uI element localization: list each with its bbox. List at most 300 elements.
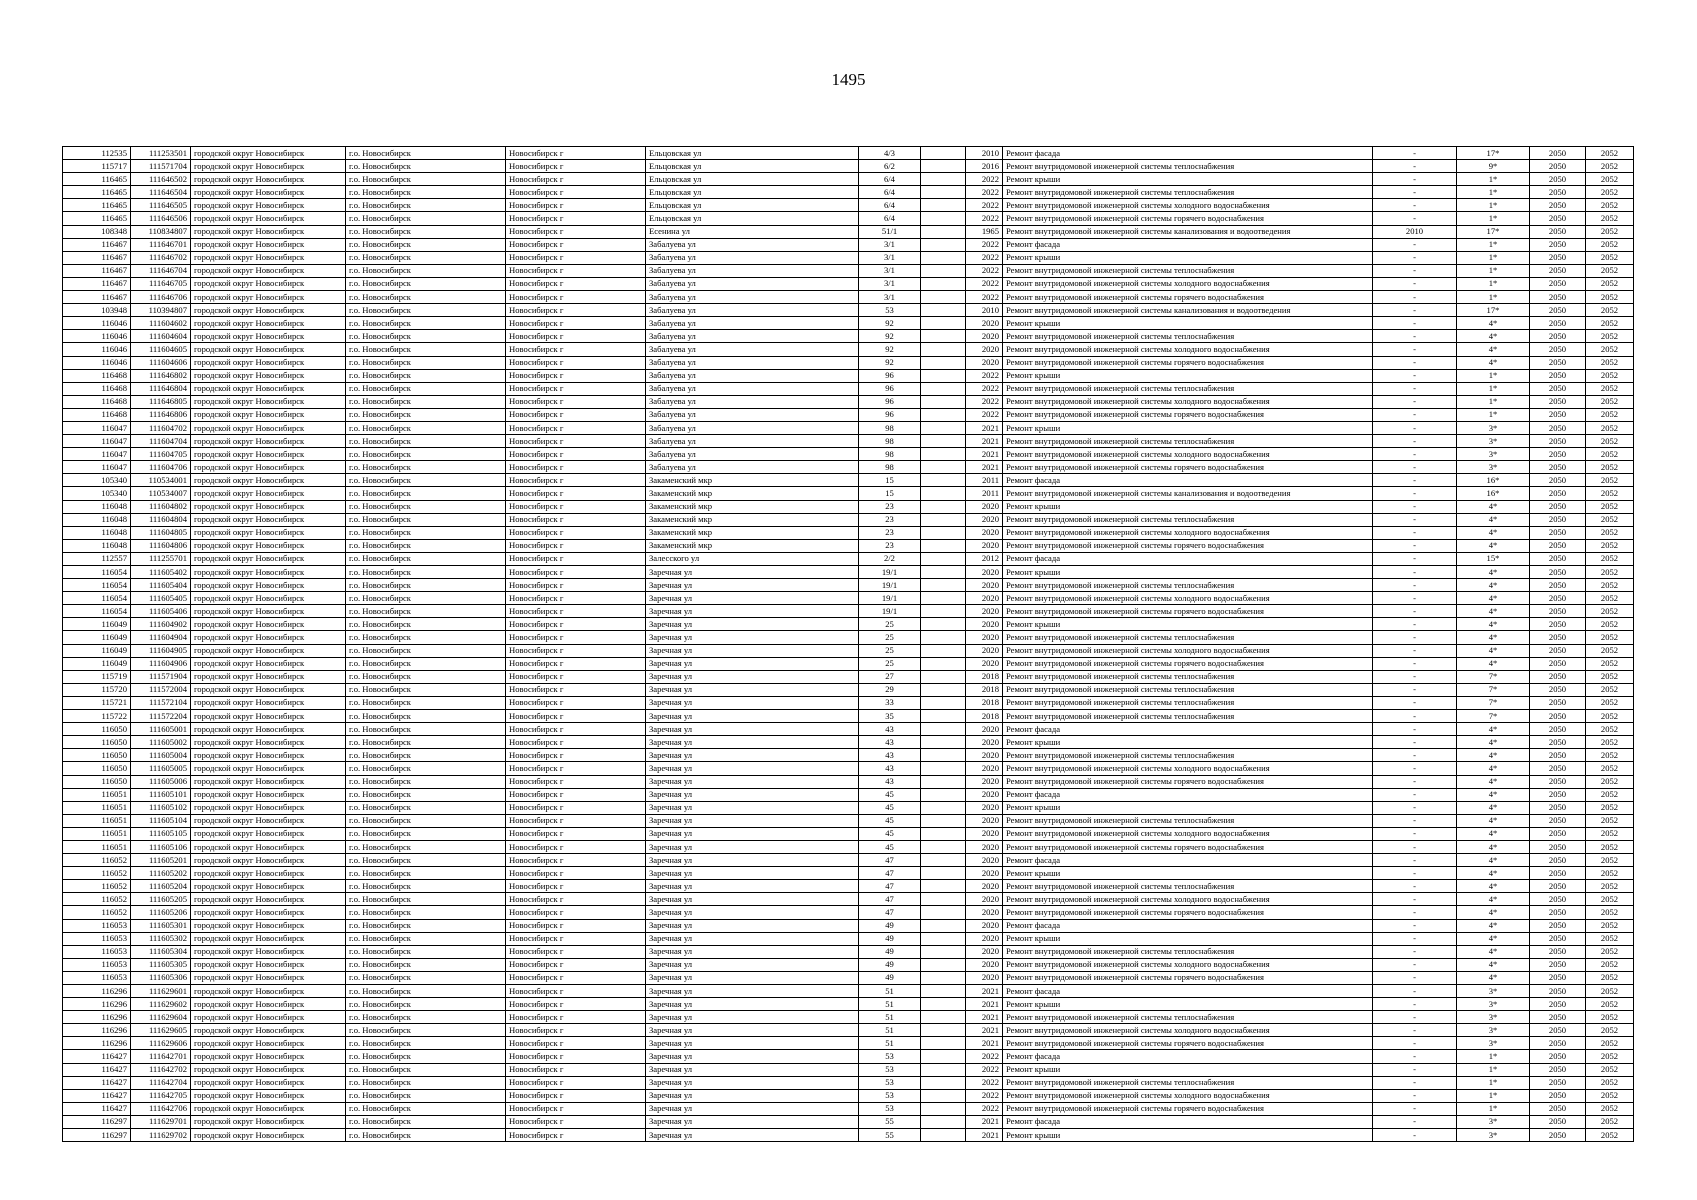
planned-period-cell: 4* [1457,958,1530,971]
last-repair-year-cell: - [1373,487,1457,500]
street-cell: Заречная ул [646,919,859,932]
planned-period-cell: 1* [1457,212,1530,225]
house-number-cell: 92 [859,330,921,343]
settlement-cell: Новосибирск г [506,893,646,906]
table-row [63,147,1634,160]
house-id-cell: 116050 [63,749,131,762]
planned-period-cell: 4* [1457,644,1530,657]
work-type-cell: Ремонт внутридомовой инженерной системы холодного водоснабжения [1003,199,1373,212]
work-id-cell: 111605106 [131,840,191,853]
house-number-cell: 98 [859,421,921,434]
municipality-cell: городской округ Новосибирск [191,618,346,631]
planned-period-cell: 4* [1457,343,1530,356]
building-cell [921,985,966,998]
plan-year-start-cell: 2050 [1530,408,1586,421]
municipal-district-cell: г.о. Новосибирск [346,421,506,434]
plan-year-start-cell: 2050 [1530,461,1586,474]
building-cell [921,683,966,696]
settlement-cell: Новосибирск г [506,592,646,605]
plan-year-end-cell: 2052 [1586,291,1634,304]
house-number-cell: 15 [859,474,921,487]
house-number-cell: 23 [859,539,921,552]
table-row [63,526,1634,539]
building-cell [921,277,966,290]
building-cell [921,160,966,173]
last-repair-year-cell: - [1373,1024,1457,1037]
table-row [63,330,1634,343]
work-id-cell: 111646704 [131,264,191,277]
plan-year-end-cell: 2052 [1586,369,1634,382]
municipality-cell: городской округ Новосибирск [191,827,346,840]
municipality-cell: городской округ Новосибирск [191,1076,346,1089]
settlement-cell: Новосибирск г [506,998,646,1011]
building-cell [921,421,966,434]
commission-year-cell: 2020 [966,644,1003,657]
plan-year-end-cell: 2052 [1586,710,1634,723]
commission-year-cell: 2020 [966,840,1003,853]
building-cell [921,238,966,251]
municipal-district-cell: г.о. Новосибирск [346,526,506,539]
street-cell: Ельцовская ул [646,199,859,212]
municipal-district-cell: г.о. Новосибирск [346,330,506,343]
municipality-cell: городской округ Новосибирск [191,343,346,356]
settlement-cell: Новосибирск г [506,382,646,395]
house-id-cell: 116048 [63,513,131,526]
municipal-district-cell: г.о. Новосибирск [346,277,506,290]
building-cell [921,710,966,723]
settlement-cell: Новосибирск г [506,147,646,160]
plan-year-start-cell: 2050 [1530,958,1586,971]
commission-year-cell: 2022 [966,291,1003,304]
building-cell [921,1089,966,1102]
street-cell: Заречная ул [646,840,859,853]
commission-year-cell: 2020 [966,775,1003,788]
building-cell [921,814,966,827]
plan-year-start-cell: 2050 [1530,369,1586,382]
plan-year-start-cell: 2050 [1530,566,1586,579]
house-id-cell: 116465 [63,186,131,199]
commission-year-cell: 2022 [966,173,1003,186]
commission-year-cell: 2022 [966,1050,1003,1063]
settlement-cell: Новосибирск г [506,474,646,487]
work-id-cell: 111605405 [131,592,191,605]
commission-year-cell: 2020 [966,854,1003,867]
municipal-district-cell: г.о. Новосибирск [346,291,506,304]
house-id-cell: 116468 [63,395,131,408]
planned-period-cell: 4* [1457,840,1530,853]
municipality-cell: городской округ Новосибирск [191,579,346,592]
building-cell [921,343,966,356]
work-type-cell: Ремонт внутридомовой инженерной системы теплоснабжения [1003,880,1373,893]
municipal-district-cell: г.о. Новосибирск [346,147,506,160]
municipal-district-cell: г.о. Новосибирск [346,552,506,565]
house-number-cell: 49 [859,971,921,984]
street-cell: Заречная ул [646,749,859,762]
house-number-cell: 33 [859,696,921,709]
municipality-cell: городской округ Новосибирск [191,330,346,343]
settlement-cell: Новосибирск г [506,670,646,683]
house-id-cell: 116427 [63,1102,131,1115]
street-cell: Заречная ул [646,566,859,579]
commission-year-cell: 2011 [966,474,1003,487]
building-cell [921,448,966,461]
table-row [63,1011,1634,1024]
commission-year-cell: 2020 [966,880,1003,893]
work-type-cell: Ремонт фасада [1003,854,1373,867]
street-cell: Заречная ул [646,657,859,670]
municipal-district-cell: г.о. Новосибирск [346,985,506,998]
plan-year-start-cell: 2050 [1530,186,1586,199]
work-id-cell: 111605205 [131,893,191,906]
work-id-cell: 111605306 [131,971,191,984]
last-repair-year-cell: - [1373,592,1457,605]
municipality-cell: городской округ Новосибирск [191,788,346,801]
house-number-cell: 43 [859,762,921,775]
municipality-cell: городской округ Новосибирск [191,854,346,867]
table-row [63,513,1634,526]
street-cell: Заречная ул [646,893,859,906]
house-id-cell: 116049 [63,631,131,644]
municipality-cell: городской округ Новосибирск [191,1089,346,1102]
table-row [63,1089,1634,1102]
plan-year-start-cell: 2050 [1530,775,1586,788]
work-type-cell: Ремонт крыши [1003,736,1373,749]
work-id-cell: 111646706 [131,291,191,304]
planned-period-cell: 3* [1457,998,1530,1011]
table-row [63,579,1634,592]
commission-year-cell: 2016 [966,160,1003,173]
plan-year-start-cell: 2050 [1530,788,1586,801]
building-cell [921,356,966,369]
planned-period-cell: 3* [1457,1024,1530,1037]
work-id-cell: 111646505 [131,199,191,212]
house-number-cell: 23 [859,526,921,539]
commission-year-cell: 2020 [966,500,1003,513]
work-type-cell: Ремонт внутридомовой инженерной системы холодного водоснабжения [1003,1089,1373,1102]
planned-period-cell: 4* [1457,762,1530,775]
table-row [63,998,1634,1011]
last-repair-year-cell: - [1373,539,1457,552]
municipal-district-cell: г.о. Новосибирск [346,461,506,474]
work-id-cell: 111605204 [131,880,191,893]
planned-period-cell: 4* [1457,592,1530,605]
commission-year-cell: 2020 [966,971,1003,984]
house-id-cell: 116467 [63,291,131,304]
plan-year-start-cell: 2050 [1530,277,1586,290]
work-type-cell: Ремонт фасада [1003,147,1373,160]
last-repair-year-cell: - [1373,382,1457,395]
table-row [63,448,1634,461]
settlement-cell: Новосибирск г [506,1024,646,1037]
municipal-district-cell: г.о. Новосибирск [346,408,506,421]
house-number-cell: 47 [859,880,921,893]
settlement-cell: Новосибирск г [506,749,646,762]
table-row [63,670,1634,683]
settlement-cell: Новосибирск г [506,932,646,945]
municipal-district-cell: г.о. Новосибирск [346,1129,506,1142]
work-type-cell: Ремонт внутридомовой инженерной системы холодного водоснабжения [1003,592,1373,605]
municipal-district-cell: г.о. Новосибирск [346,251,506,264]
plan-year-end-cell: 2052 [1586,736,1634,749]
street-cell: Забалуева ул [646,461,859,474]
commission-year-cell: 2020 [966,513,1003,526]
municipality-cell: городской округ Новосибирск [191,592,346,605]
municipality-cell: городской округ Новосибирск [191,749,346,762]
house-id-cell: 116050 [63,775,131,788]
building-cell [921,736,966,749]
plan-year-end-cell: 2052 [1586,788,1634,801]
plan-year-end-cell: 2052 [1586,395,1634,408]
plan-year-start-cell: 2050 [1530,710,1586,723]
table-row [63,592,1634,605]
building-cell [921,1129,966,1142]
planned-period-cell: 4* [1457,854,1530,867]
commission-year-cell: 2020 [966,827,1003,840]
municipal-district-cell: г.о. Новосибирск [346,945,506,958]
municipal-district-cell: г.о. Новосибирск [346,1089,506,1102]
building-cell [921,919,966,932]
last-repair-year-cell: - [1373,893,1457,906]
work-type-cell: Ремонт внутридомовой инженерной системы теплоснабжения [1003,513,1373,526]
house-number-cell: 49 [859,945,921,958]
work-type-cell: Ремонт фасада [1003,1115,1373,1128]
municipality-cell: городской округ Новосибирск [191,199,346,212]
building-cell [921,212,966,225]
last-repair-year-cell: - [1373,749,1457,762]
last-repair-year-cell: - [1373,579,1457,592]
plan-year-start-cell: 2050 [1530,1024,1586,1037]
municipality-cell: городской округ Новосибирск [191,160,346,173]
work-id-cell: 111629605 [131,1024,191,1037]
table-row [63,814,1634,827]
municipal-district-cell: г.о. Новосибирск [346,382,506,395]
municipality-cell: городской округ Новосибирск [191,631,346,644]
plan-year-end-cell: 2052 [1586,631,1634,644]
municipal-district-cell: г.о. Новосибирск [346,867,506,880]
planned-period-cell: 1* [1457,199,1530,212]
plan-year-start-cell: 2050 [1530,1076,1586,1089]
house-number-cell: 55 [859,1129,921,1142]
work-type-cell: Ремонт внутридомовой инженерной системы холодного водоснабжения [1003,277,1373,290]
house-number-cell: 43 [859,723,921,736]
settlement-cell: Новосибирск г [506,160,646,173]
plan-year-start-cell: 2050 [1530,147,1586,160]
municipality-cell: городской округ Новосибирск [191,317,346,330]
street-cell: Есенина ул [646,225,859,238]
municipal-district-cell: г.о. Новосибирск [346,854,506,867]
street-cell: Забалуева ул [646,421,859,434]
street-cell: Забалуева ул [646,264,859,277]
work-type-cell: Ремонт внутридомовой инженерной системы горячего водоснабжения [1003,840,1373,853]
plan-year-end-cell: 2052 [1586,670,1634,683]
work-type-cell: Ремонт внутридомовой инженерной системы горячего водоснабжения [1003,657,1373,670]
work-type-cell: Ремонт крыши [1003,932,1373,945]
settlement-cell: Новосибирск г [506,421,646,434]
commission-year-cell: 2022 [966,1063,1003,1076]
work-id-cell: 111646502 [131,173,191,186]
municipality-cell: городской округ Новосибирск [191,657,346,670]
building-cell [921,998,966,1011]
table-row [63,552,1634,565]
planned-period-cell: 1* [1457,382,1530,395]
building-cell [921,945,966,958]
municipal-district-cell: г.о. Новосибирск [346,893,506,906]
settlement-cell: Новосибирск г [506,906,646,919]
municipality-cell: городской округ Новосибирск [191,487,346,500]
building-cell [921,631,966,644]
municipal-district-cell: г.о. Новосибирск [346,644,506,657]
commission-year-cell: 2018 [966,696,1003,709]
house-id-cell: 116465 [63,212,131,225]
settlement-cell: Новосибирск г [506,958,646,971]
settlement-cell: Новосибирск г [506,539,646,552]
work-type-cell: Ремонт крыши [1003,1129,1373,1142]
house-number-cell: 43 [859,736,921,749]
plan-year-start-cell: 2050 [1530,631,1586,644]
municipality-cell: городской округ Новосибирск [191,1115,346,1128]
commission-year-cell: 2020 [966,356,1003,369]
building-cell [921,317,966,330]
planned-period-cell: 4* [1457,788,1530,801]
commission-year-cell: 2012 [966,552,1003,565]
municipality-cell: городской округ Новосибирск [191,356,346,369]
work-id-cell: 111605202 [131,867,191,880]
house-id-cell: 116046 [63,356,131,369]
municipality-cell: городской округ Новосибирск [191,1011,346,1024]
last-repair-year-cell: - [1373,173,1457,186]
planned-period-cell: 4* [1457,932,1530,945]
plan-year-start-cell: 2050 [1530,985,1586,998]
planned-period-cell: 4* [1457,919,1530,932]
table-row [63,880,1634,893]
street-cell: Заречная ул [646,958,859,971]
capital-repair-table [62,146,1634,1142]
plan-year-end-cell: 2052 [1586,526,1634,539]
plan-year-start-cell: 2050 [1530,683,1586,696]
house-id-cell: 116296 [63,1024,131,1037]
building-cell [921,1024,966,1037]
house-number-cell: 23 [859,500,921,513]
work-type-cell: Ремонт внутридомовой инженерной системы горячего водоснабжения [1003,408,1373,421]
house-id-cell: 116052 [63,893,131,906]
work-id-cell: 111604605 [131,343,191,356]
plan-year-start-cell: 2050 [1530,880,1586,893]
house-id-cell: 116048 [63,539,131,552]
building-cell [921,592,966,605]
house-id-cell: 115720 [63,683,131,696]
settlement-cell: Новосибирск г [506,1115,646,1128]
house-number-cell: 53 [859,1076,921,1089]
planned-period-cell: 4* [1457,513,1530,526]
plan-year-end-cell: 2052 [1586,762,1634,775]
street-cell: Заречная ул [646,801,859,814]
street-cell: Забалуева ул [646,382,859,395]
municipality-cell: городской округ Новосибирск [191,408,346,421]
work-id-cell: 111605001 [131,723,191,736]
municipal-district-cell: г.о. Новосибирск [346,723,506,736]
house-number-cell: 96 [859,369,921,382]
house-id-cell: 112535 [63,147,131,160]
table-row [63,867,1634,880]
plan-year-start-cell: 2050 [1530,736,1586,749]
municipal-district-cell: г.о. Новосибирск [346,827,506,840]
street-cell: Забалуева ул [646,408,859,421]
table-row [63,1076,1634,1089]
street-cell: Заречная ул [646,814,859,827]
settlement-cell: Новосибирск г [506,435,646,448]
building-cell [921,382,966,395]
table-row [63,1063,1634,1076]
table-row [63,840,1634,853]
house-id-cell: 116051 [63,801,131,814]
settlement-cell: Новосибирск г [506,513,646,526]
work-type-cell: Ремонт фасада [1003,919,1373,932]
house-id-cell: 116297 [63,1129,131,1142]
street-cell: Забалуева ул [646,369,859,382]
work-id-cell: 111604906 [131,657,191,670]
municipal-district-cell: г.о. Новосибирск [346,500,506,513]
work-type-cell: Ремонт фасада [1003,238,1373,251]
street-cell: Заречная ул [646,736,859,749]
planned-period-cell: 4* [1457,317,1530,330]
commission-year-cell: 2022 [966,408,1003,421]
planned-period-cell: 4* [1457,867,1530,880]
planned-period-cell: 17* [1457,147,1530,160]
commission-year-cell: 2021 [966,1115,1003,1128]
table-row [63,186,1634,199]
last-repair-year-cell: - [1373,605,1457,618]
street-cell: Забалуева ул [646,251,859,264]
settlement-cell: Новосибирск г [506,801,646,814]
work-id-cell: 111629702 [131,1129,191,1142]
house-id-cell: 115717 [63,160,131,173]
plan-year-end-cell: 2052 [1586,696,1634,709]
house-id-cell: 116050 [63,736,131,749]
building-cell [921,526,966,539]
last-repair-year-cell: - [1373,474,1457,487]
settlement-cell: Новосибирск г [506,291,646,304]
municipality-cell: городской округ Новосибирск [191,906,346,919]
work-id-cell: 111604604 [131,330,191,343]
work-id-cell: 111646702 [131,251,191,264]
commission-year-cell: 2020 [966,631,1003,644]
planned-period-cell: 1* [1457,173,1530,186]
municipality-cell: городской округ Новосибирск [191,1063,346,1076]
street-cell: Заречная ул [646,1011,859,1024]
settlement-cell: Новосибирск г [506,1102,646,1115]
municipal-district-cell: г.о. Новосибирск [346,369,506,382]
work-id-cell: 111642705 [131,1089,191,1102]
house-id-cell: 115721 [63,696,131,709]
house-id-cell: 108348 [63,225,131,238]
table-row [63,251,1634,264]
table-row [63,264,1634,277]
plan-year-start-cell: 2050 [1530,840,1586,853]
house-number-cell: 92 [859,343,921,356]
municipality-cell: городской округ Новосибирск [191,500,346,513]
commission-year-cell: 2022 [966,1102,1003,1115]
work-type-cell: Ремонт внутридомовой инженерной системы теплоснабжения [1003,814,1373,827]
table-row [63,657,1634,670]
table-row [63,696,1634,709]
last-repair-year-cell: - [1373,618,1457,631]
municipality-cell: городской округ Новосибирск [191,539,346,552]
municipal-district-cell: г.о. Новосибирск [346,1037,506,1050]
municipality-cell: городской округ Новосибирск [191,264,346,277]
municipal-district-cell: г.о. Новосибирск [346,160,506,173]
street-cell: Заречная ул [646,788,859,801]
municipal-district-cell: г.о. Новосибирск [346,618,506,631]
